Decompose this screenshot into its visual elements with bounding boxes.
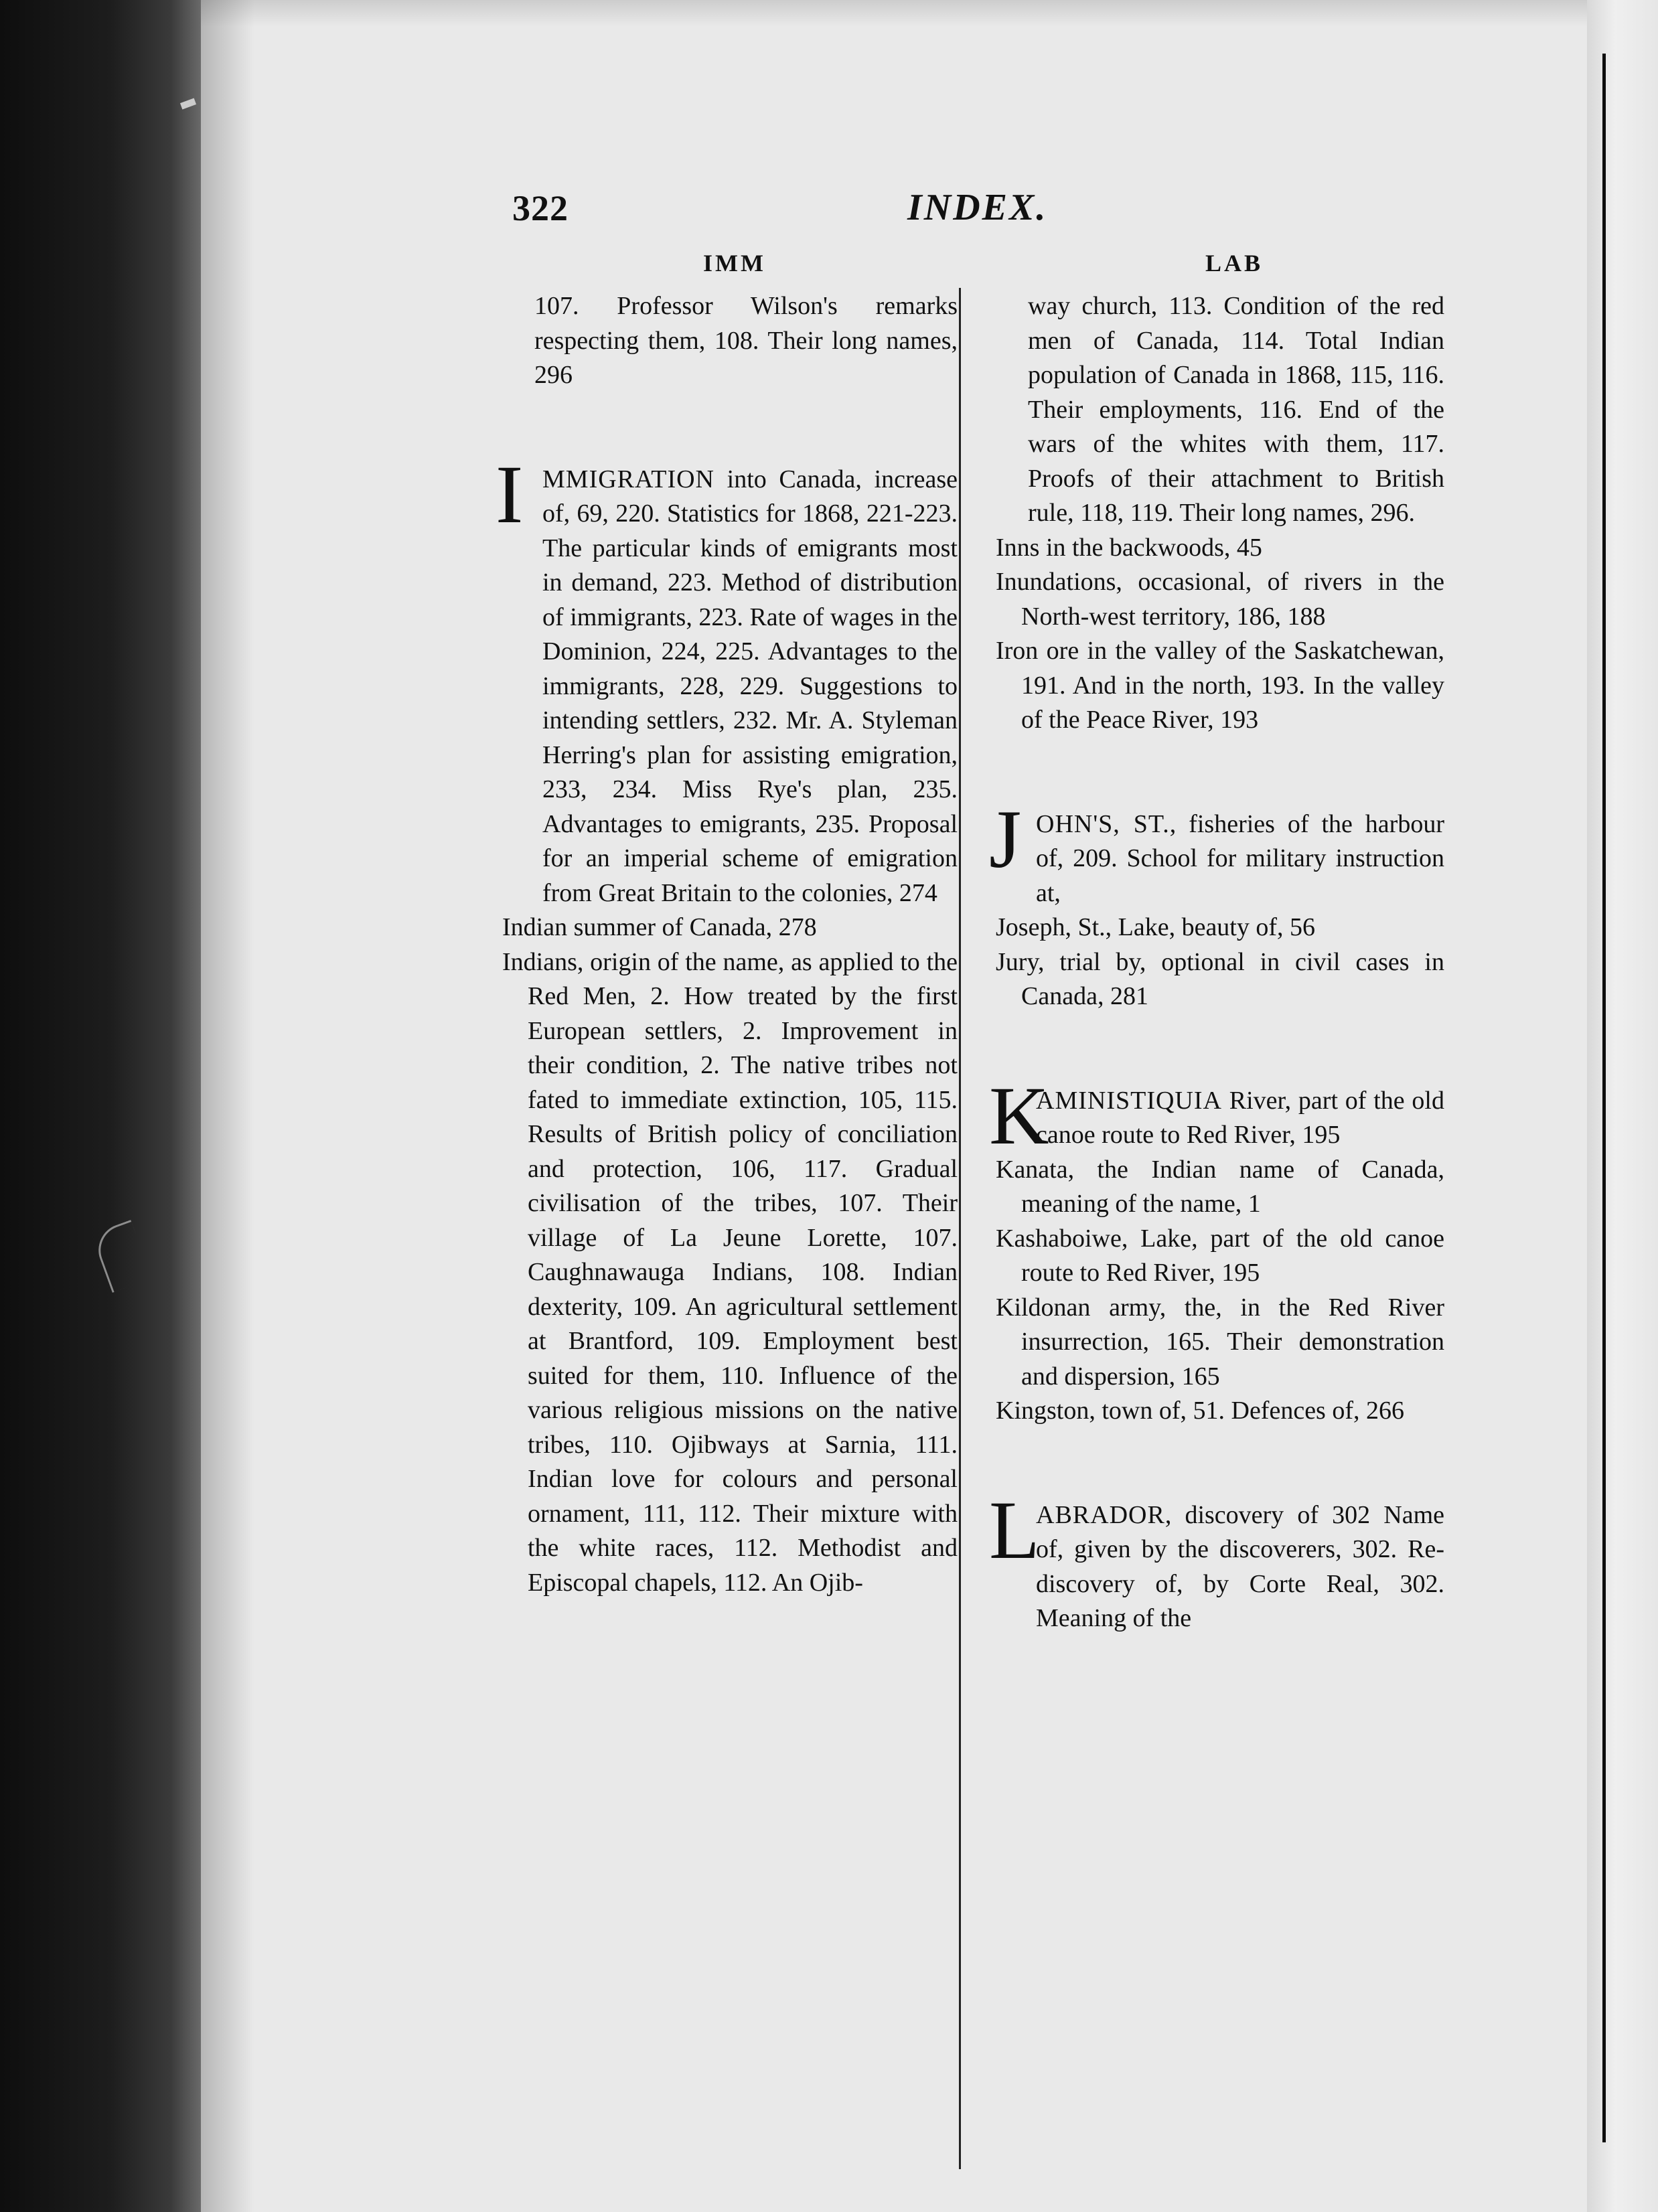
section-gap (996, 738, 1444, 807)
entry-headword: OHN'S, ST. (1036, 809, 1170, 838)
entry-text: , discovery of 302 Name of, given by the discoverers, 302. Re-discovery of, by Corte Real, 302. Meaning of the (1036, 1500, 1444, 1632)
entry-headword: MMIGRATION (542, 465, 714, 493)
index-entry: Kashaboiwe, Lake, part of the old canoe route to Red River, 195 (996, 1224, 1444, 1287)
index-column-right (989, 289, 1444, 1636)
index-entry: Joseph, St., Lake, beauty of, 56 (996, 913, 1316, 941)
drop-cap: L (989, 1484, 1040, 1576)
drop-cap: I (496, 448, 524, 540)
scanner-background (0, 0, 201, 2212)
index-entry: Kanata, the Indian name of Canada, meaning of the name, 1 (996, 1155, 1444, 1218)
gutter-shadow (201, 0, 254, 2212)
index-entry: Indians, origin of the name, as applied to the Red Men, 2. How treated by the first European settlers, 2. Improvement in their condition, 2. The native tribes not fated to immediate extinction, 105, 115. Results of British policy of conciliation and protection, 106, 117. Gradual civilisation of the tribes, 107. Their village of La Jeune Lorette, 107. Caughnawauga Indians, 108. Indian dexterity, 109. An agricultural settlement at Brantford, 109. Employment best suited for them, 110. Influence of the various religious missions on the native tribes, 110. Ojibways at Sarnia, 111. Indian love for colours and personal ornament, 111, 112. Their mixture with the white races, 112. Methodist and Episcopal chapels, 112. An Ojib- (502, 947, 958, 1597)
guide-word-right: LAB (1205, 250, 1264, 276)
page-edge-line (1602, 54, 1606, 2142)
index-entry-section-start (989, 1069, 1444, 1162)
index-entry: way church, 113. Condition of the red men of Canada, 114. Total Indian population of Canada in 1868, 115, 116. Their employments, 116. End of the wars of the whites with them, 117. Proofs of their attachment to British rule, 118, 119. Their long names, 296. (1028, 292, 1444, 527)
index-entry-section-start (989, 793, 1444, 911)
index-entry: Inundations, occasional, of rivers in the North-west territory, 186, 188 (996, 568, 1444, 631)
index-entry: Jury, trial by, optional in civil cases in Canada, 281 (996, 947, 1444, 1010)
entry-headword: ABRADOR (1036, 1500, 1165, 1529)
entry-headword: AMINISTIQUIA (1036, 1086, 1222, 1115)
index-entry-section-start (496, 448, 958, 911)
index-entry: Kingston, town of, 51. Defences of, 266 (996, 1397, 1405, 1425)
entry-text: into Canada, increase of, 69, 220. Statistics for 1868, 221-223. The particular kinds of emigrants most in demand, 223. Method of distribution of immigrants, 223. Rate of wages in the Dominion, 224, 225. Advantages to the immigrants, 228, 229. Suggestions to intending settlers, 232. Mr. A. Styleman Herring's plan for assisting emigration, 233, 234. Miss Rye's plan, 235. Advantages to emigrants, 235. Proposal for an imperial scheme of emigration from Great Britain to the colonies, 274 (542, 465, 958, 907)
running-title: INDEX. (907, 187, 1048, 228)
index-entry: Inns in the backwoods, 45 (996, 533, 1262, 562)
section-gap (996, 1429, 1444, 1498)
index-column-left (496, 289, 958, 1600)
drop-cap: J (989, 793, 1022, 885)
next-page-edge (1587, 0, 1658, 2212)
page-number: 322 (512, 188, 569, 228)
index-entry-section-start (989, 1484, 1444, 1636)
entry-text: , fisheries of the harbour of, 209. School for military instruction at, (1036, 809, 1444, 907)
entry-text: River, part of the old canoe route to Red River, 195 (1036, 1086, 1444, 1149)
section-gap (996, 1014, 1444, 1084)
index-entry: Kildonan army, the, in the Red River insurrection, 165. Their demonstration and dispersion, 165 (996, 1293, 1444, 1391)
column-divider (959, 288, 961, 2169)
index-entry: 107. Professor Wilson's remarks respecting them, 108. Their long names, 296 (534, 292, 958, 389)
index-entry: Indian summer of Canada, 278 (502, 913, 817, 941)
index-entry: Iron ore in the valley of the Saskatchewan, 191. And in the north, 193. In the valley of the Peace River, 193 (996, 637, 1444, 734)
section-gap (502, 393, 958, 463)
drop-cap: K (989, 1069, 1049, 1162)
guide-word-left: IMM (703, 250, 766, 276)
top-shadow (201, 0, 1587, 27)
